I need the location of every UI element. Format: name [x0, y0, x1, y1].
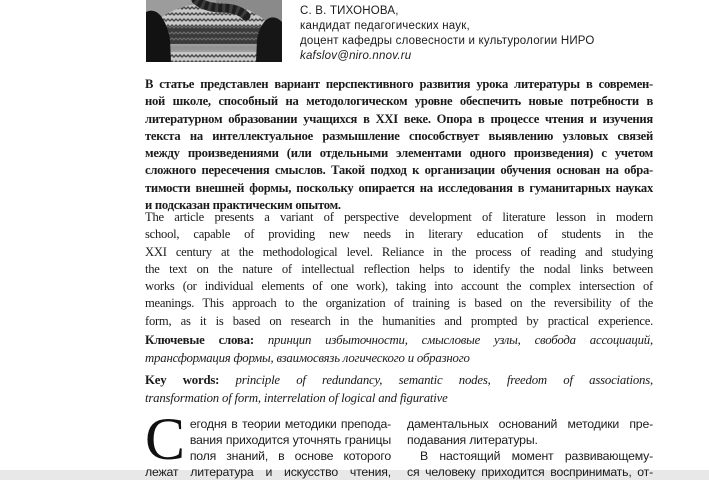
abstract-russian — [145, 76, 653, 214]
author-info-block — [300, 4, 660, 64]
keywords-russian-label: Ключевые слова: — [145, 333, 254, 347]
text-line: даментальных оснований методики пре- — [407, 417, 653, 431]
drop-cap: С — [145, 406, 185, 472]
text-line: В статье представлен вариант перспективного развития урока литературы в современ- — [145, 77, 653, 91]
text-line: form, as it is based on research in the humanities and prompted by practical experience. — [145, 313, 653, 328]
text-line: The article presents a variant of perspective development of literature lesson in modern — [145, 210, 653, 224]
author-email: kafslov@niro.nnov.ru — [300, 50, 412, 62]
text-line: поля знаний, в основе которого — [189, 449, 391, 463]
keywords-english-label: Key words: — [145, 373, 220, 387]
text-line: В настоящий момент развивающему- — [420, 449, 653, 463]
text-line: works (or individual elements of one work), taking into account the complex intersection of — [145, 279, 653, 294]
text-line: вания приходится уточнять границы — [189, 433, 391, 447]
keywords-russian-line2: трансформация формы, взаимосвязь логического и образного — [145, 351, 470, 365]
author-photo-image — [146, 0, 282, 62]
keywords-russian — [145, 331, 653, 367]
body-column-left — [145, 406, 391, 480]
text-line: егодня в теории методики препода- — [189, 417, 391, 431]
text-line: ной школе, способный на методологическом уровне обеспечить новые потребности в — [145, 94, 653, 109]
keywords-english-terms: principle of redundancy, semantic nodes, freedom of associations, — [235, 373, 653, 387]
text-line: лежат литература и искусство чтения, — [145, 465, 391, 479]
text-line: ся человеку приходится воспринимать, от- — [407, 465, 653, 479]
keywords-russian-line1 — [145, 331, 653, 349]
keywords-english — [145, 371, 653, 407]
keywords-russian-terms: принцип избыточности, смысловые узлы, свобода ассоциаций, — [267, 333, 654, 347]
text-line: подавания литературы. — [407, 433, 538, 447]
text-line: the text on the nature of intellectual reflection helps to identify the nodal links between — [145, 261, 653, 276]
author-photo — [146, 0, 282, 62]
author-position: доцент кафедры словесности и культурологии НИРО — [300, 35, 595, 47]
body-column-right — [407, 416, 653, 480]
author-name: С. В. ТИХОНОВА, — [300, 5, 399, 17]
keywords-english-line1 — [145, 371, 653, 389]
text-line: сложного пересечения смыслов. Такой подход к организации обучения основан на обра- — [145, 163, 653, 178]
text-line: school, capable of providing new needs in literary education of students in the — [145, 227, 653, 242]
text-line: текста на интеллектуальное размышление способствует выявлению узловых связей — [145, 128, 653, 143]
text-line: meanings. This approach to the organization of training is based on the reversibility of the — [145, 296, 653, 311]
text-line: литературном образовании учащихся в XXI веке. Опора в процессе чтения и изучения — [145, 111, 653, 126]
text-line: XXI century at the methodological level. Reliance in the process of reading and studying — [145, 244, 653, 259]
text-line: между произведениями (или отдельными элементами одного произведения) с учетом — [145, 146, 653, 161]
author-degree: кандидат педагогических наук, — [300, 20, 470, 32]
text-line: тимости внешней формы, поскольку опирается на исследования в гуманитарных науках — [145, 180, 653, 195]
article-body-columns — [145, 406, 653, 480]
text-line: и подсказан практическим опытом. — [145, 198, 341, 213]
keywords-english-line2: transformation of form, interrelation of logical and figurative — [145, 391, 448, 405]
abstract-english — [145, 209, 653, 330]
